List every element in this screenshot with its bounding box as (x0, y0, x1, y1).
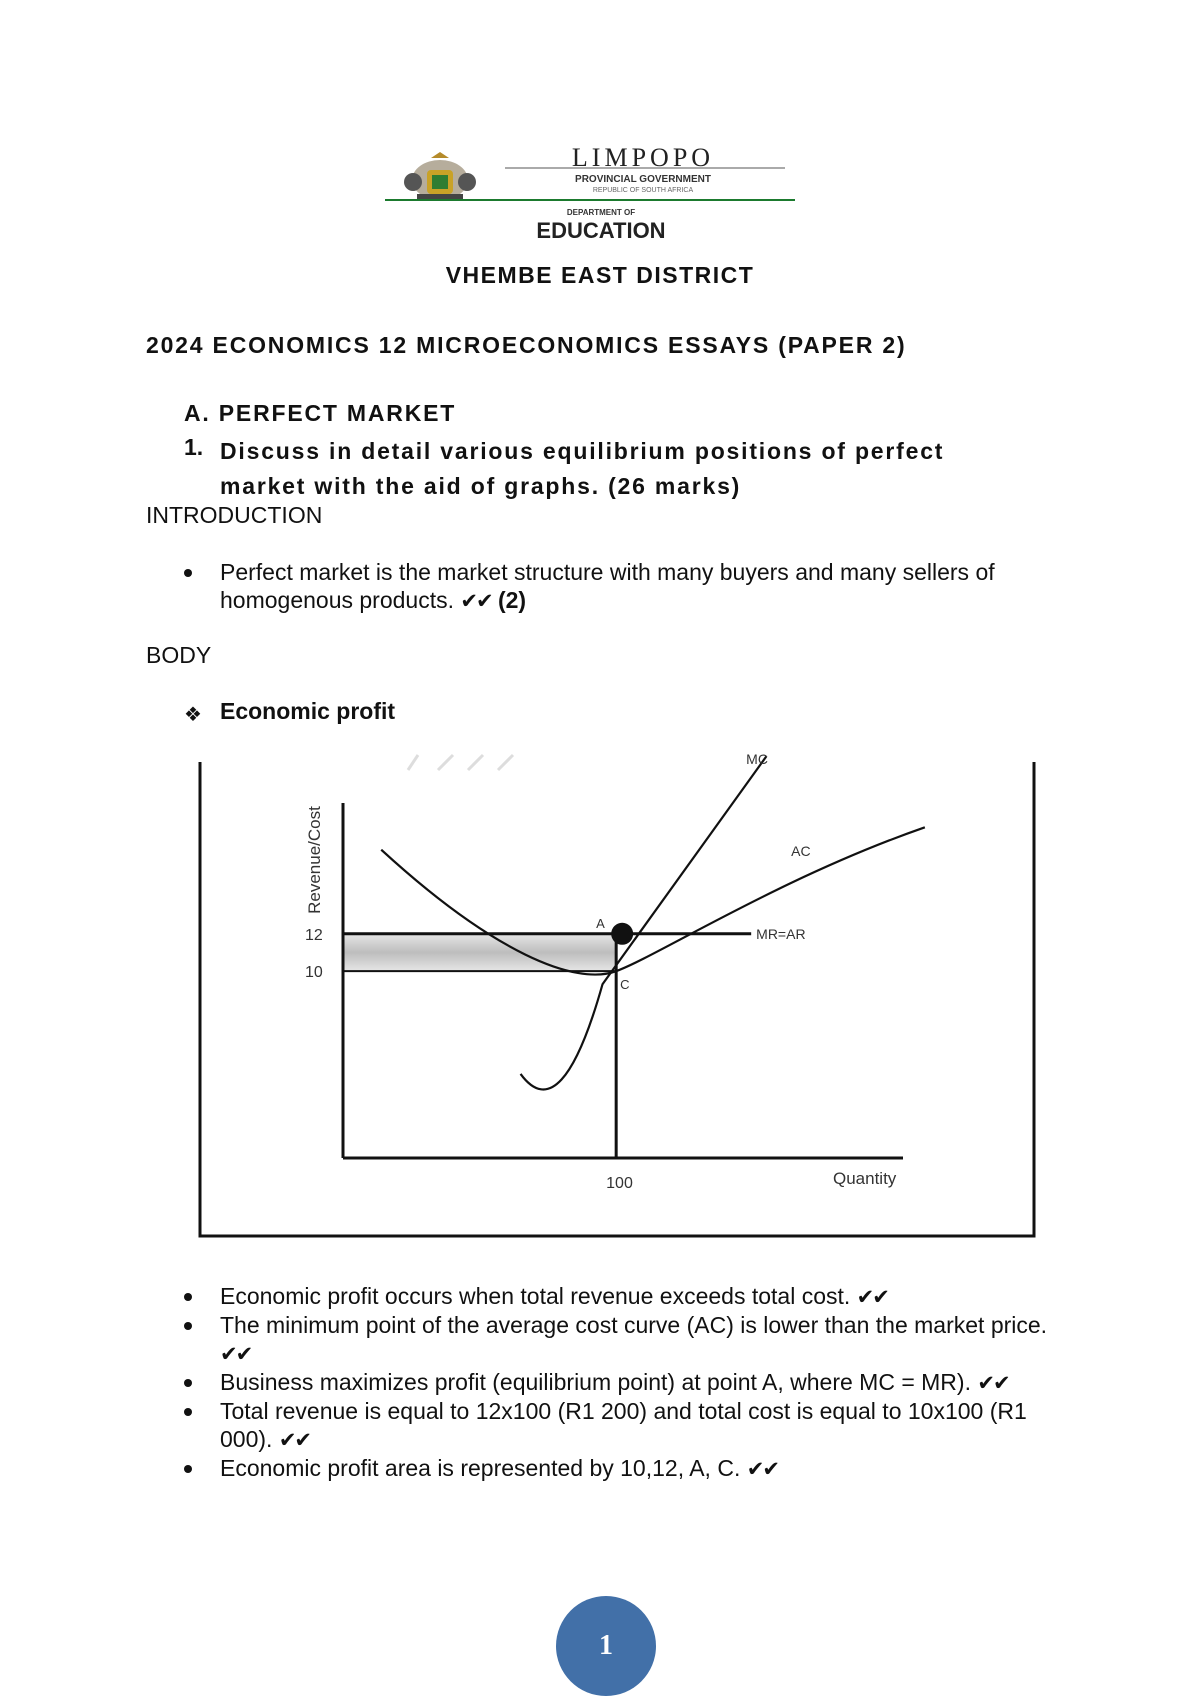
list-item-text: The minimum point of the average cost curve (AC) is lower than the market price. (220, 1312, 1048, 1338)
tick-marks: ✔✔ (278, 1428, 311, 1452)
paper-title: 2024 ECONOMICS 12 MICROECONOMICS ESSAYS (PAPER 2) (146, 332, 907, 358)
subheading (184, 698, 395, 725)
section-heading: A. PERFECT MARKET (184, 400, 457, 426)
marks-value: (2) (491, 587, 527, 613)
tick-marks: ✔✔ (460, 589, 492, 613)
tick-marks: ✔✔ (856, 1285, 888, 1309)
tick-marks: ✔✔ (746, 1457, 778, 1481)
mr-ar-label: MR=AR (756, 925, 806, 942)
mc-label: MC (746, 750, 768, 767)
list-item (184, 1454, 1054, 1483)
coat-of-arms-icon (404, 152, 476, 200)
list-item-text: Perfect market is the market structure with many buyers and many sellers of homogenous products. (220, 559, 995, 613)
list-item-text: Economic profit area is represented by 10,12, A, C. (220, 1455, 747, 1481)
department-logo (375, 143, 835, 250)
logo-dept: EDUCATION (536, 218, 666, 243)
bullet-icon (184, 1379, 192, 1387)
logo-graphic (375, 143, 835, 250)
equilibrium-point-a (611, 923, 633, 945)
list-item (184, 558, 1054, 615)
subheading-text: Economic profit (220, 698, 396, 724)
body-label: BODY (146, 642, 212, 668)
y-tick-label: 12 (305, 926, 323, 944)
ac-label: AC (791, 842, 811, 859)
mc-curve (521, 756, 767, 1089)
list-item-text: Business maximizes profit (equilibrium point) at point A, where MC = MR). (220, 1369, 978, 1395)
profit-area (343, 934, 616, 971)
logo-subtitle: PROVINCIAL GOVERNMENT (575, 174, 711, 185)
diamond-bullet-icon: ❖ (184, 702, 202, 726)
intro-list (184, 558, 1054, 615)
introduction-label: INTRODUCTION (146, 502, 323, 528)
list-item (184, 1368, 1054, 1397)
bullet-icon (184, 1322, 192, 1330)
logo-dept-small: DEPARTMENT OF (566, 208, 636, 217)
x-axis-label: Quantity (833, 1169, 897, 1188)
tick-marks: ✔✔ (220, 1342, 252, 1366)
list-item (184, 1397, 1054, 1454)
list-item (184, 1282, 1054, 1311)
point-c-label: C (620, 977, 630, 993)
y-tick-label: 10 (305, 964, 323, 982)
tick-marks: ✔✔ (977, 1371, 1009, 1395)
chart-svg (198, 750, 1036, 1238)
list-item-text: Economic profit occurs when total revenue exceeds total cost. (220, 1283, 857, 1309)
bullet-icon (184, 1293, 192, 1301)
page-number-badge: 1 (556, 1596, 656, 1696)
bullet-icon (184, 569, 192, 577)
list-item (184, 1311, 1054, 1368)
question-number: 1. (184, 434, 204, 460)
district-heading: VHEMBE EAST DISTRICT (445, 262, 755, 288)
bullet-icon (184, 1408, 192, 1416)
question-text: Discuss in detail various equilibrium positions of perfect market with the aid of graphs. (26 marks) (220, 438, 945, 499)
point-a-label: A (596, 915, 605, 931)
y-axis-label: Revenue/Cost (305, 806, 324, 914)
economic-profit-points (184, 1282, 1054, 1483)
watermark-marks (408, 755, 513, 770)
logo-title: LIMPOPO (571, 143, 715, 172)
list-item-text: Total revenue is equal to 12x100 (R1 200) and total cost is equal to 10x100 (R1 000). (220, 1398, 1027, 1452)
logo-country: REPUBLIC OF SOUTH AFRICA (592, 187, 694, 194)
economic-profit-graph (198, 750, 1036, 1238)
bullet-icon (184, 1465, 192, 1473)
x-tick-label: 100 (606, 1175, 633, 1192)
